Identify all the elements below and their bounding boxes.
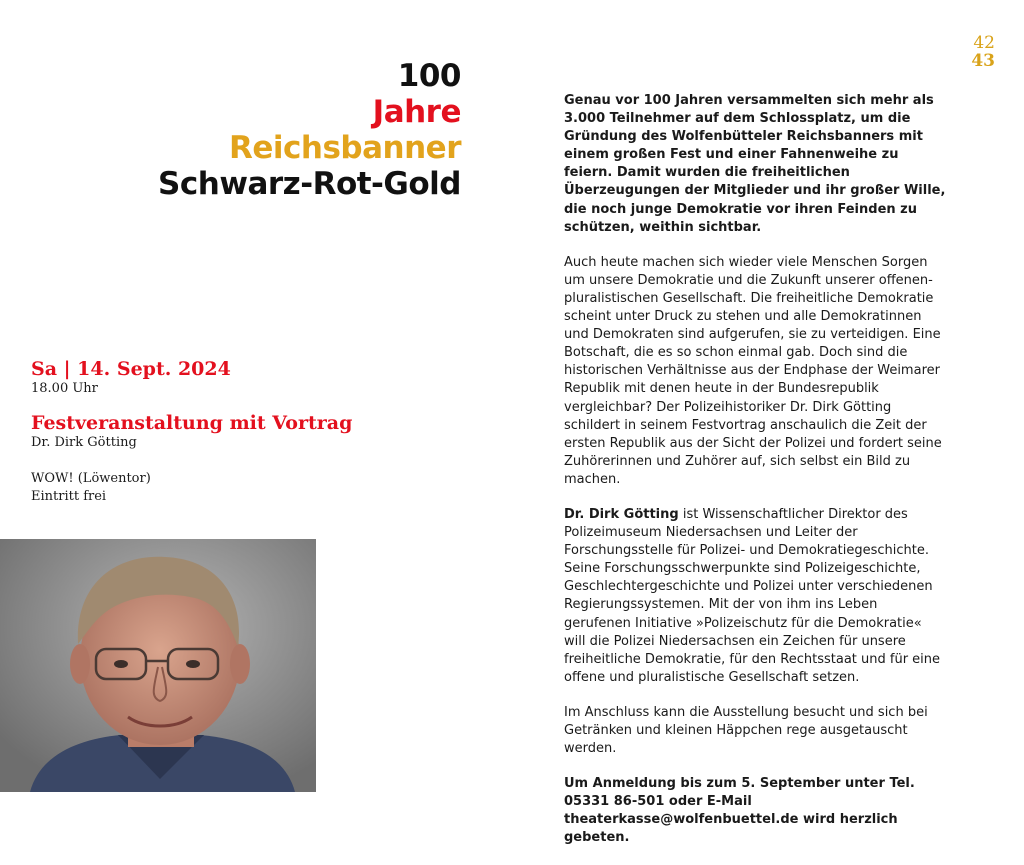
event-heading: Festveranstaltung mit Vortrag xyxy=(31,412,353,434)
article-body xyxy=(564,92,946,865)
event-info xyxy=(31,358,352,506)
title-line-reichsbanner: Reichsbanner xyxy=(229,130,461,166)
bio-text: ist Wissenschaftlicher Direktor des Polizeimuseum Niedersachsen und Leiter der Forschungsstelle für Polizei- und Demokratiegeschichte. Seine Forschungsschwerpunkte sind Polizeigeschichte, Geschlechtergeschichte und Polizei unter verschiedenen Regierungssystemen. Mit der von ihm ins Leben gerufenen Initiative »Polizeischutz für die Demokratie« will die Polizei Niedersachsen ein Zeichen für unsere freiheitliche Demokratie, für den Rechtsstaat und für eine offene und pluralistische Gesellschaft setzen. xyxy=(564,506,941,685)
event-speaker: Dr. Dirk Götting xyxy=(31,435,137,450)
page-number-left: 42 xyxy=(973,33,995,53)
bio-name: Dr. Dirk Götting xyxy=(564,506,679,522)
event-admission: Eintritt frei xyxy=(31,489,107,504)
followup-paragraph: Im Anschluss kann die Ausstellung besucht und sich bei Getränken und kleinen Häppchen rege ausgetauscht werden. xyxy=(564,704,928,757)
page-number-right: 43 xyxy=(971,51,995,71)
title-line-100: 100 xyxy=(397,58,461,94)
intro-paragraph: Genau vor 100 Jahren versammelten sich mehr als 3.000 Teilnehmer auf dem Schlossplatz, um die Gründung des Wolfenbütteler Reichsbanners mit einem großen Fest und einer Fahnenweihe zu feiern. Damit wurden die freiheitlichen Überzeugungen der Mitglieder und ihr großer Wille, die noch junge Demokratie vor ihren Feinden zu schützen, weithin sichtbar. xyxy=(564,93,946,235)
title-line-schwarz-rot-gold: Schwarz-Rot-Gold xyxy=(158,166,461,202)
context-paragraph: Auch heute machen sich wieder viele Menschen Sorgen um unsere Demokratie und die Zukunft unserer offenen-pluralistischen Gesellschaft. Die freiheitliche Demokratie scheint unter Druck zu stehen und alle Demokratinnen und Demokraten sind aufgerufen, sie zu verteidigen. Eine Botschaft, die es so schon einmal gab. Doch sind die historischen Verhältnisse aus der Endphase der Weimarer Republik mit denen heute in der Bundesrepublik vergleichbar? Der Polizeihistoriker Dr. Dirk Götting schildert in seinem Festvortrag anschaulich die Zeit der ersten Republik aus der Sicht der Polizei und fordert seine Zuhörerinnen und Zuhörer auf, sich selbst ein Bild zu machen. xyxy=(564,254,942,487)
bio-paragraph xyxy=(564,506,946,687)
registration-paragraph: Um Anmeldung bis zum 5. September unter Tel. 05331 86-501 oder E-Mail theaterkasse@wolfenbuettel.de wird herzlich gebeten. xyxy=(564,776,915,846)
speaker-portrait xyxy=(0,539,316,792)
title-line-jahre: Jahre xyxy=(372,94,461,130)
event-time: 18.00 Uhr xyxy=(31,381,98,396)
page-title xyxy=(158,58,461,202)
event-venue: WOW! (Löwentor) xyxy=(31,471,151,486)
event-date: Sa | 14. Sept. 2024 xyxy=(31,358,231,380)
